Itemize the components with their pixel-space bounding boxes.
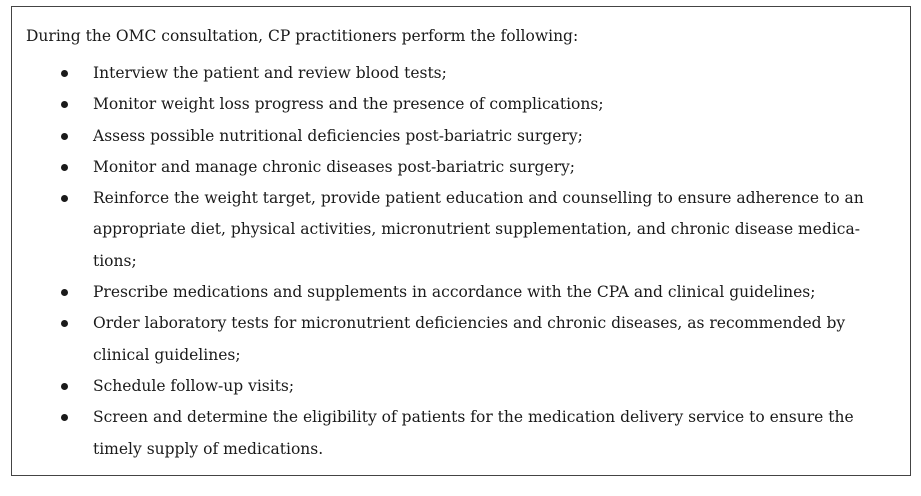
list-item: [12, 308, 892, 371]
bullet-icon: [61, 414, 68, 421]
list-item-text: Assess possible nutritional deficiencies post-bariatric surgery;: [93, 126, 583, 145]
bullet-icon: [61, 383, 68, 390]
list-item: [12, 183, 892, 277]
list-item-text: Schedule follow-up visits;: [93, 376, 295, 395]
bullet-icon: [61, 289, 68, 296]
list-item: [12, 277, 892, 308]
list-item-text: appropriate diet, physical activities, micronutrient supplementation, and chronic disease medica-: [93, 220, 860, 239]
list-item: [12, 402, 892, 465]
intro-text: During the OMC consultation, CP practitioners perform the following:: [26, 27, 579, 45]
list-item-text: Screen and determine the eligibility of patients for the medication delivery service to ensure the: [93, 408, 854, 427]
list-item-text: tions;: [93, 251, 137, 270]
bullet-icon: [61, 101, 68, 108]
list-item-text: clinical guidelines;: [93, 345, 241, 364]
list-item-text: Interview the patient and review blood tests;: [93, 64, 447, 82]
list-item-text: Prescribe medications and supplements in accordance with the CPA and clinical guidelines;: [93, 283, 816, 302]
list-item-text: timely supply of medications.: [93, 439, 324, 458]
list-item: [12, 89, 892, 120]
text-box: [11, 6, 911, 476]
bullet-icon: [61, 133, 68, 140]
list-item: [12, 121, 892, 152]
list-item-text: Order laboratory tests for micronutrient deficiencies and chronic diseases, as recommended by: [93, 314, 846, 333]
list-item: [12, 58, 892, 89]
list-item-text: Monitor weight loss progress and the presence of complications;: [93, 95, 604, 114]
bullet-icon: [61, 70, 68, 77]
list-item-text: Monitor and manage chronic diseases post-bariatric surgery;: [93, 157, 575, 176]
bullet-icon: [61, 164, 68, 171]
bullet-icon: [61, 195, 68, 202]
list-item: [12, 371, 892, 402]
list-item: [12, 152, 892, 183]
bullet-icon: [61, 320, 68, 327]
list-item-text: Reinforce the weight target, provide patient education and counselling to ensure adherence to an: [93, 189, 864, 208]
task-list: [12, 58, 892, 465]
